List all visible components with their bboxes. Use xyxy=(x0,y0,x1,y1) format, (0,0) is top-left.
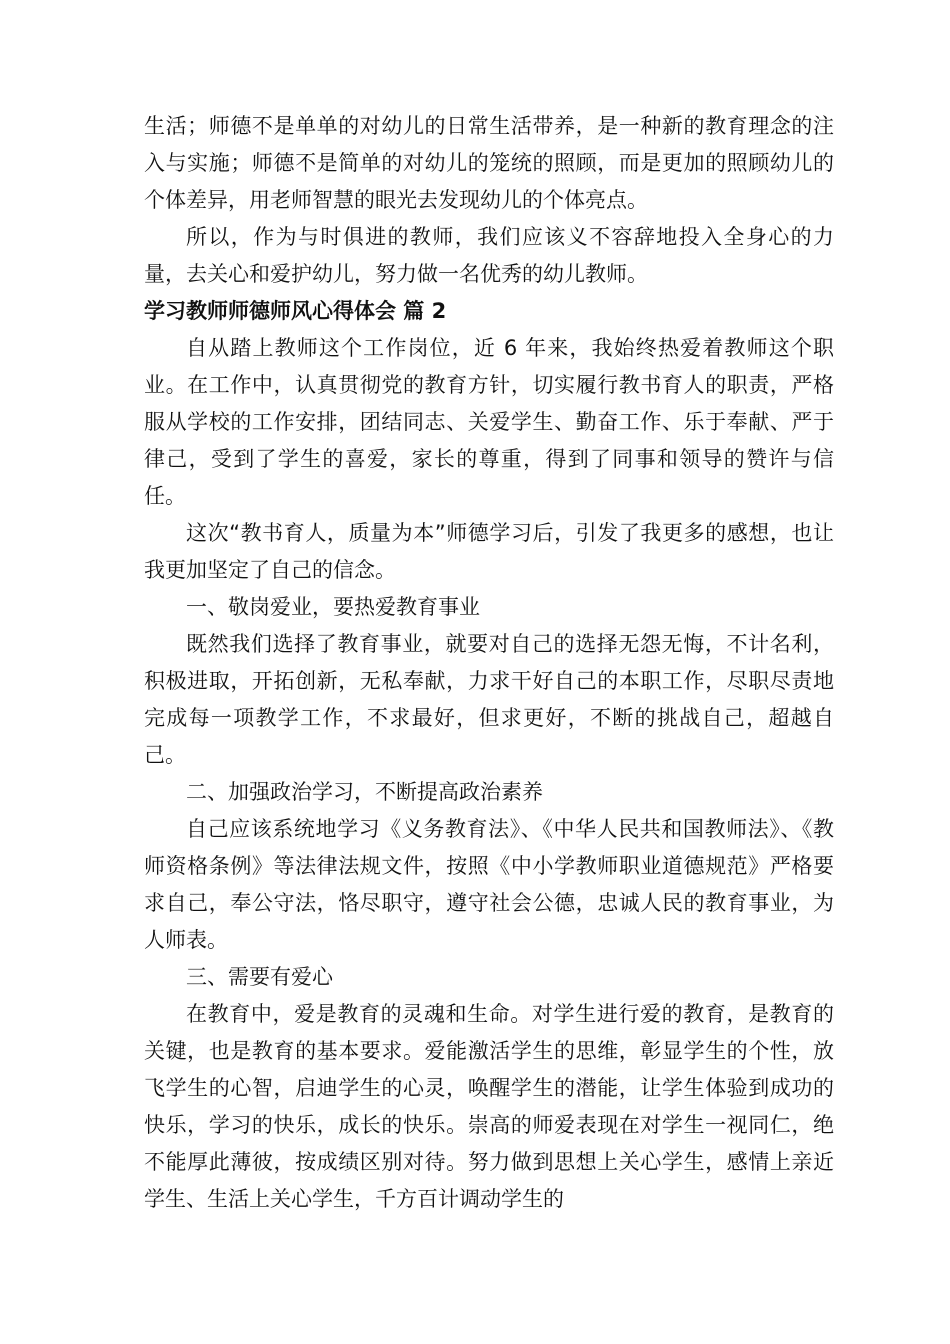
subheading: 三、需要有爱心 xyxy=(186,965,333,989)
section-heading: 学习教师师德师风心得体会 篇 2 xyxy=(144,299,447,323)
paragraph: 所以，作为与时俱进的教师，我们应该义不容辞地投入全身心的力量，去关心和爱护幼儿，努力做一名优秀的幼儿教师。 xyxy=(144,225,834,286)
subheading: 一、敬岗爱业，要热爱教育事业 xyxy=(186,595,480,619)
paragraph: 生活；师德不是单单的对幼儿的日常生活带养，是一种新的教育理念的注入与实施；师德不是简单的对幼儿的笼统的照顾，而是更加的照顾幼儿的个体差异，用老师智慧的眼光去发现幼儿的个体亮点。 xyxy=(144,114,834,212)
paragraph: 自从踏上教师这个工作岗位，近 6 年来，我始终热爱着教师这个职业。在工作中，认真贯彻党的教育方针，切实履行教书育人的职责，严格服从学校的工作安排，团结同志、关爱学生、勤奋工作、乐于奉献、严于律己，受到了学生的喜爱，家长的尊重，得到了同事和领导的赞许与信任。 xyxy=(144,336,834,508)
paragraph: 自己应该系统地学习《义务教育法》、《中华人民共和国教师法》、《教师资格条例》等法律法规文件，按照《中小学教师职业道德规范》严格要求自己，奉公守法，恪尽职守，遵守社会公德，忠诚人民的教育事业，为人师表。 xyxy=(144,817,834,952)
document-page xyxy=(144,108,834,1218)
paragraph: 这次“教书育人，质量为本”师德学习后，引发了我更多的感想，也让我更加坚定了自己的信念。 xyxy=(144,521,834,582)
paragraph: 在教育中，爱是教育的灵魂和生命。对学生进行爱的教育，是教育的关键，也是教育的基本要求。爱能激活学生的思维，彰显学生的个性，放飞学生的心智，启迪学生的心灵，唤醒学生的潜能，让学生体验到成功的快乐，学习的快乐，成长的快乐。崇高的师爱表现在对学生一视同仁，绝不能厚此薄彼，按成绩区别对待。努力做到思想上关心学生，感情上亲近学生、生活上关心学生，千方百计调动学生的 xyxy=(144,1002,834,1211)
subheading: 二、加强政治学习，不断提高政治素养 xyxy=(186,780,543,804)
paragraph: 既然我们选择了教育事业，就要对自己的选择无怨无悔，不计名利，积极进取，开拓创新，无私奉献，力求干好自己的本职工作，尽职尽责地完成每一项教学工作，不求最好，但求更好，不断的挑战自己，超越自己。 xyxy=(144,632,834,767)
